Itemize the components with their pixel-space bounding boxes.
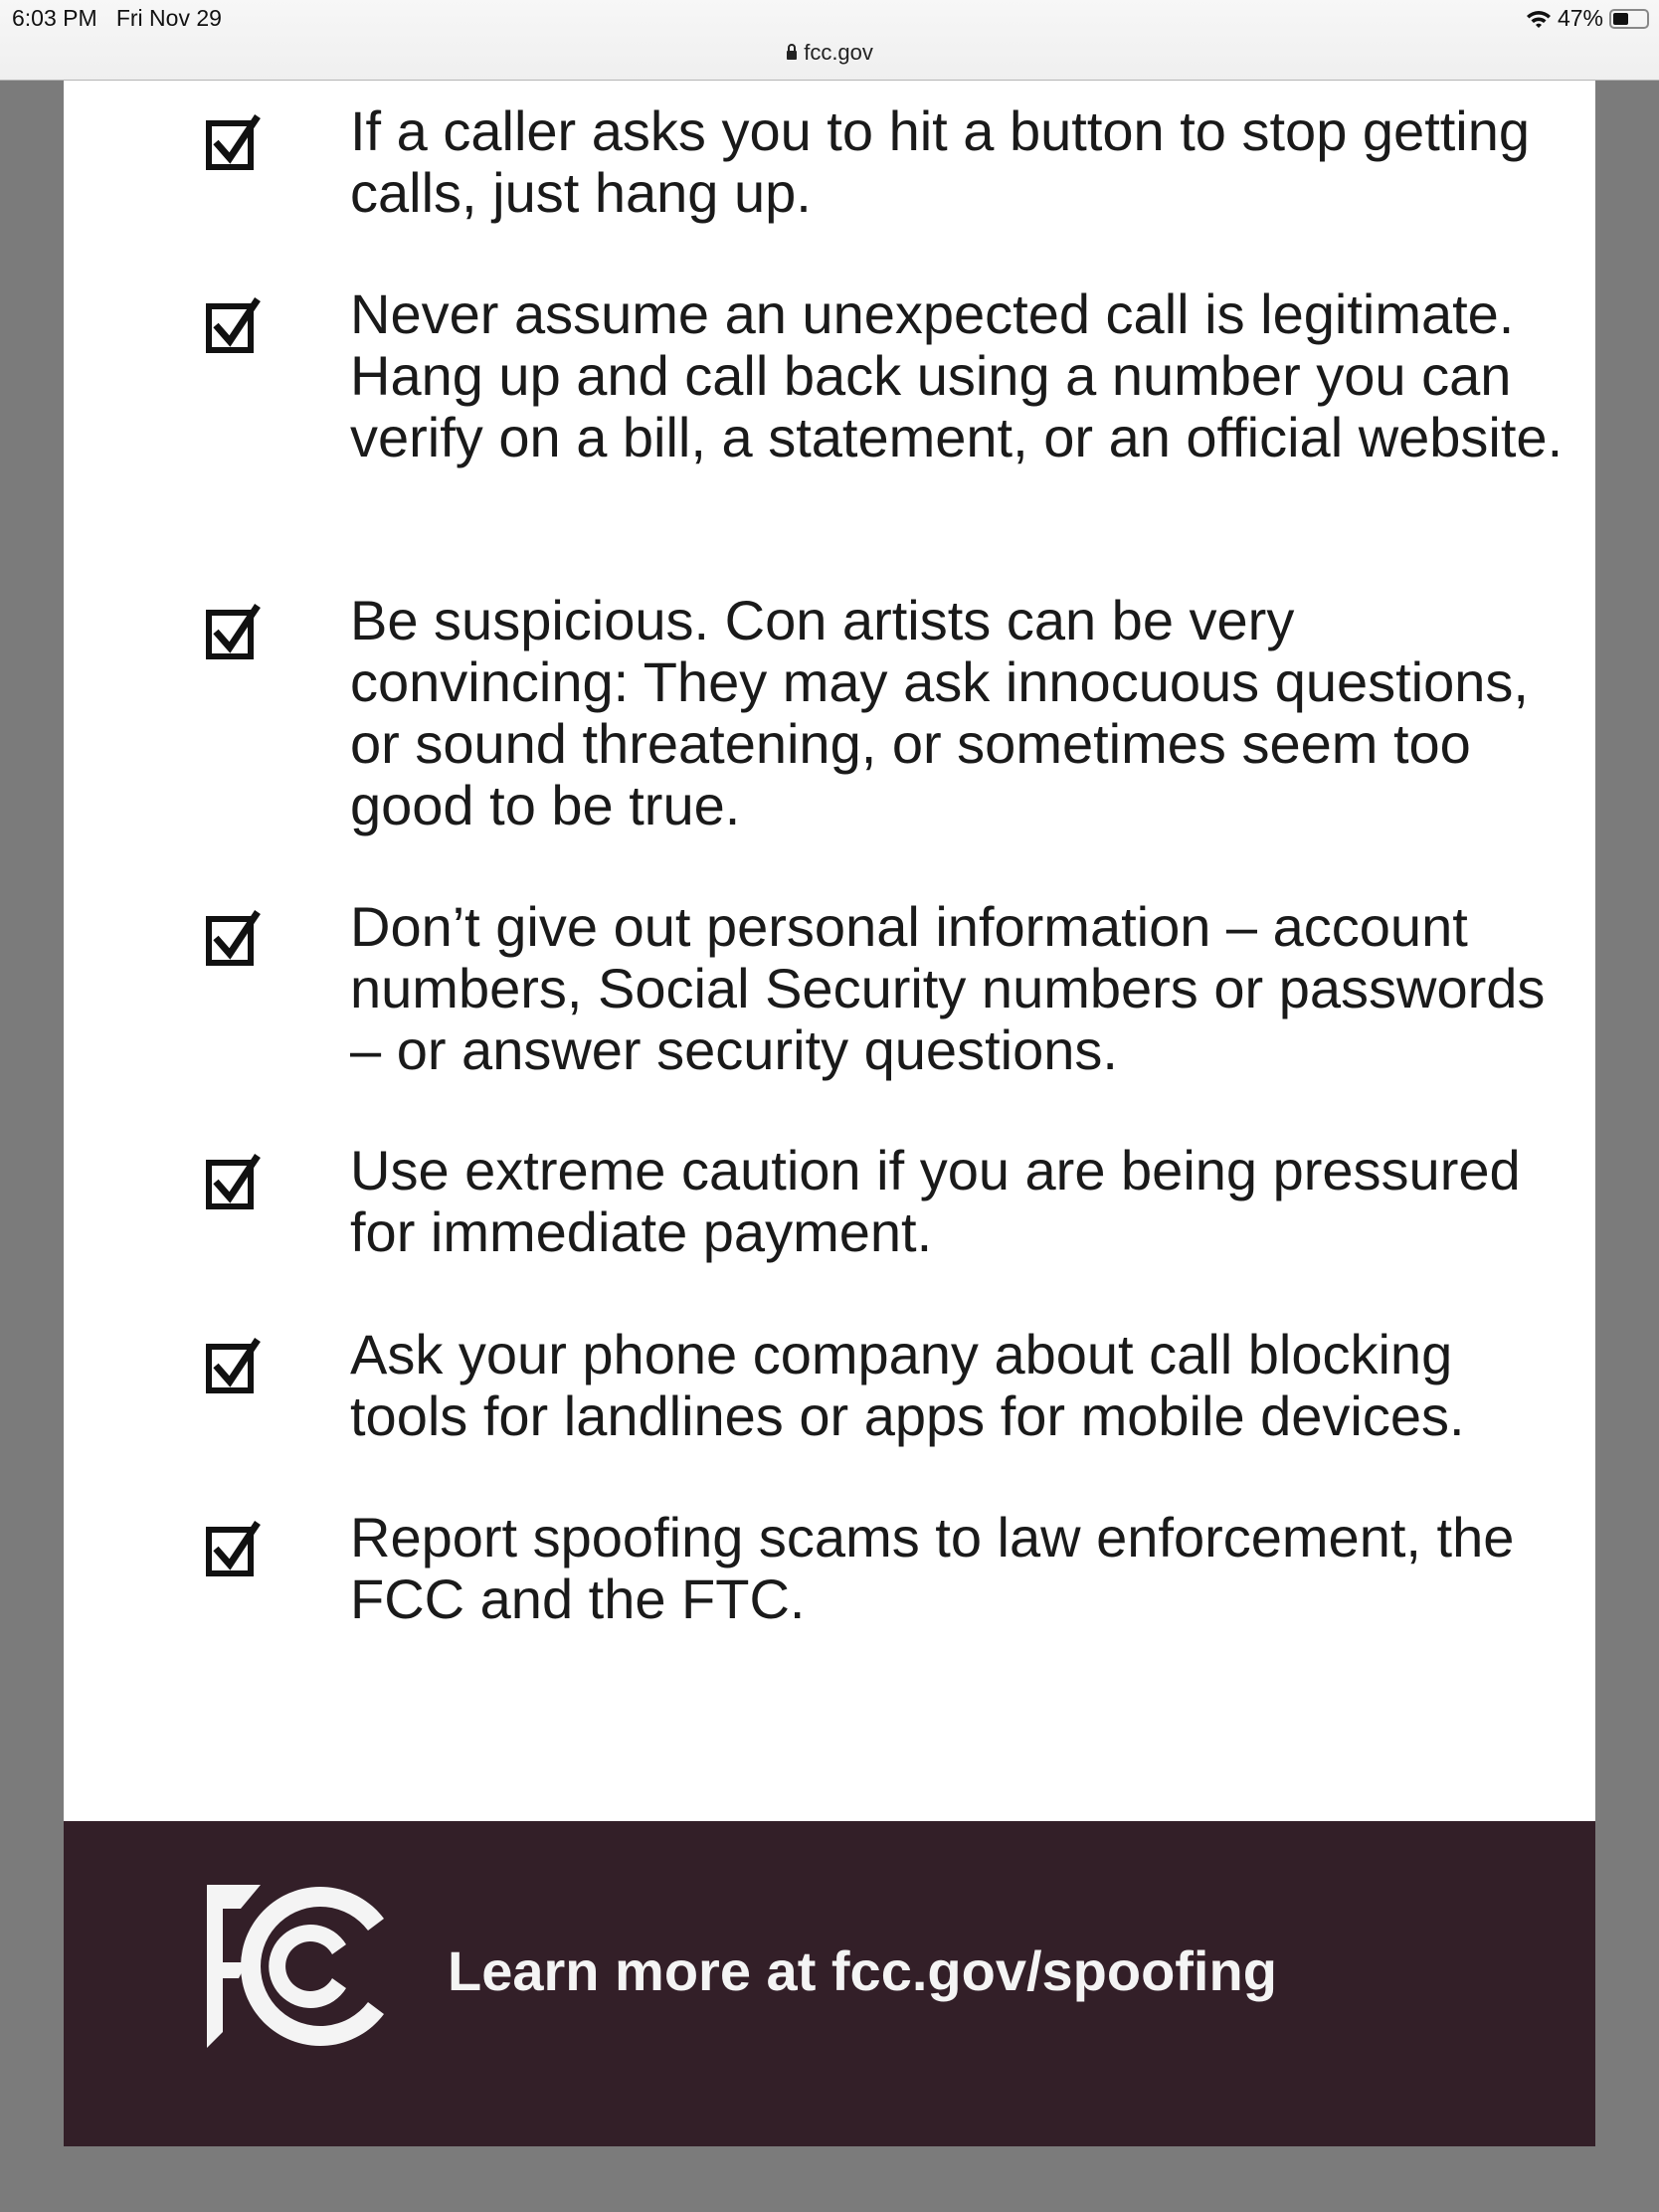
tip-text: Be suspicious. Con artists can be very convincing: They may ask innocuous questions, or sound threatening, or sometimes seem too good to be true.: [350, 589, 1529, 836]
checkbox-checked-icon: [206, 1338, 262, 1395]
tip-text: Report spoofing scams to law enforcement, the FCC and the FTC.: [350, 1506, 1515, 1630]
url-text: fcc.gov: [804, 40, 873, 65]
status-time: 6:03 PM Fri Nov 29: [12, 5, 222, 31]
fcc-logo: [199, 1883, 398, 2050]
learn-more-link[interactable]: Learn more at fcc.gov/spoofing: [448, 1939, 1277, 2002]
tip-text: Ask your phone company about call blocking tools for landlines or apps for mobile devices.: [350, 1323, 1465, 1447]
checkbox-checked-icon: [206, 114, 262, 172]
tip-text: If a caller asks you to hit a button to stop getting calls, just hang up.: [350, 99, 1531, 224]
checkbox-checked-icon: [206, 910, 262, 968]
wifi-icon: [1526, 9, 1552, 29]
battery-percent: 47%: [1557, 5, 1603, 31]
tip-text: Never assume an unexpected call is legitimate. Hang up and call back using a number you can verify on a bill, a statement, or an official website.: [350, 282, 1564, 468]
checkbox-checked-icon: [206, 604, 262, 661]
checkbox-checked-icon: [206, 1521, 262, 1578]
tip-text: Use extreme caution if you are being pressured for immediate payment.: [350, 1139, 1521, 1263]
checkbox-checked-icon: [206, 297, 262, 355]
status-date: Fri Nov 29: [115, 5, 222, 31]
footer-banner: [64, 1821, 1595, 2146]
lock-icon: [786, 44, 798, 60]
checkbox-checked-icon: [206, 1154, 262, 1211]
status-right: [1526, 5, 1649, 32]
page-content: [64, 81, 1595, 1821]
address-bar[interactable]: [0, 40, 1659, 66]
tip-text: Don’t give out personal information – account numbers, Social Security numbers or passwords – or answer security questions.: [350, 895, 1546, 1081]
battery-icon: [1609, 9, 1649, 29]
status-bar: [0, 0, 1659, 81]
